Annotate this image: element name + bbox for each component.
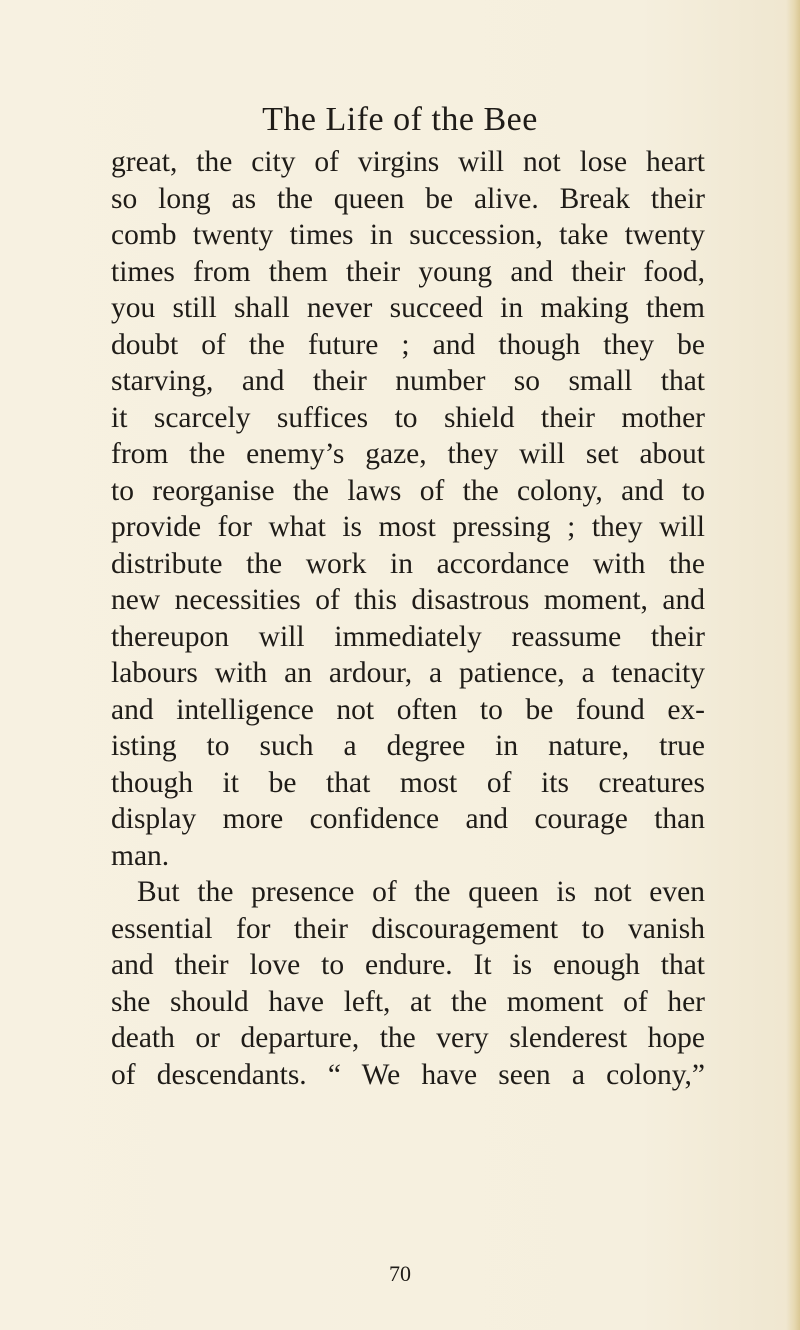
text-line: thereupon will immediately reassume their (111, 620, 705, 653)
text-line: doubt of the future ; and though they be (111, 328, 705, 361)
text-line: distribute the work in accordance with the (111, 547, 705, 580)
text-line: of descendants. “ We have seen a colony,” (111, 1058, 705, 1091)
text-line: great, the city of virgins will not lose heart (111, 146, 705, 178)
text-line: from the enemy’s gaze, they will set about (111, 438, 705, 470)
body-text (111, 144, 705, 1093)
text-line: starving, and their number so small that (111, 365, 705, 397)
text-line: provide for what is most pressing ; they will (111, 511, 705, 543)
page-number: 70 (389, 1261, 411, 1286)
text-line: isting to such a degree in nature, true (111, 730, 705, 762)
text-line: comb twenty times in succession, take twenty (111, 219, 705, 251)
text-line: so long as the queen be alive. Break their (111, 182, 705, 215)
text-line-paragraph-end: man. (111, 839, 170, 872)
text-line: to reorganise the laws of the colony, and to (111, 474, 705, 507)
text-line: it scarcely suffices to shield their mother (111, 401, 705, 434)
text-line: though it be that most of its creatures (111, 766, 705, 799)
text-line: you still shall never succeed in making them (111, 292, 705, 324)
text-line: labours with an ardour, a patience, a tenacity (111, 657, 705, 689)
text-line: death or departure, the very slenderest hope (111, 1022, 705, 1054)
text-line: and their love to endure. It is enough that (111, 949, 705, 981)
text-line: display more confidence and courage than (111, 803, 705, 835)
text-line-paragraph-start: But the presence of the queen is not even (137, 876, 705, 908)
text-line: times from them their young and their food, (111, 255, 705, 288)
text-line: she should have left, at the moment of her (111, 985, 705, 1018)
running-head: The Life of the Bee (262, 101, 538, 138)
text-line: essential for their discouragement to vanish (111, 912, 705, 945)
text-line: new necessities of this disastrous moment, and (111, 584, 705, 616)
text-line: and intelligence not often to be found ex- (111, 693, 705, 726)
page-edge-shadow (786, 0, 800, 1330)
